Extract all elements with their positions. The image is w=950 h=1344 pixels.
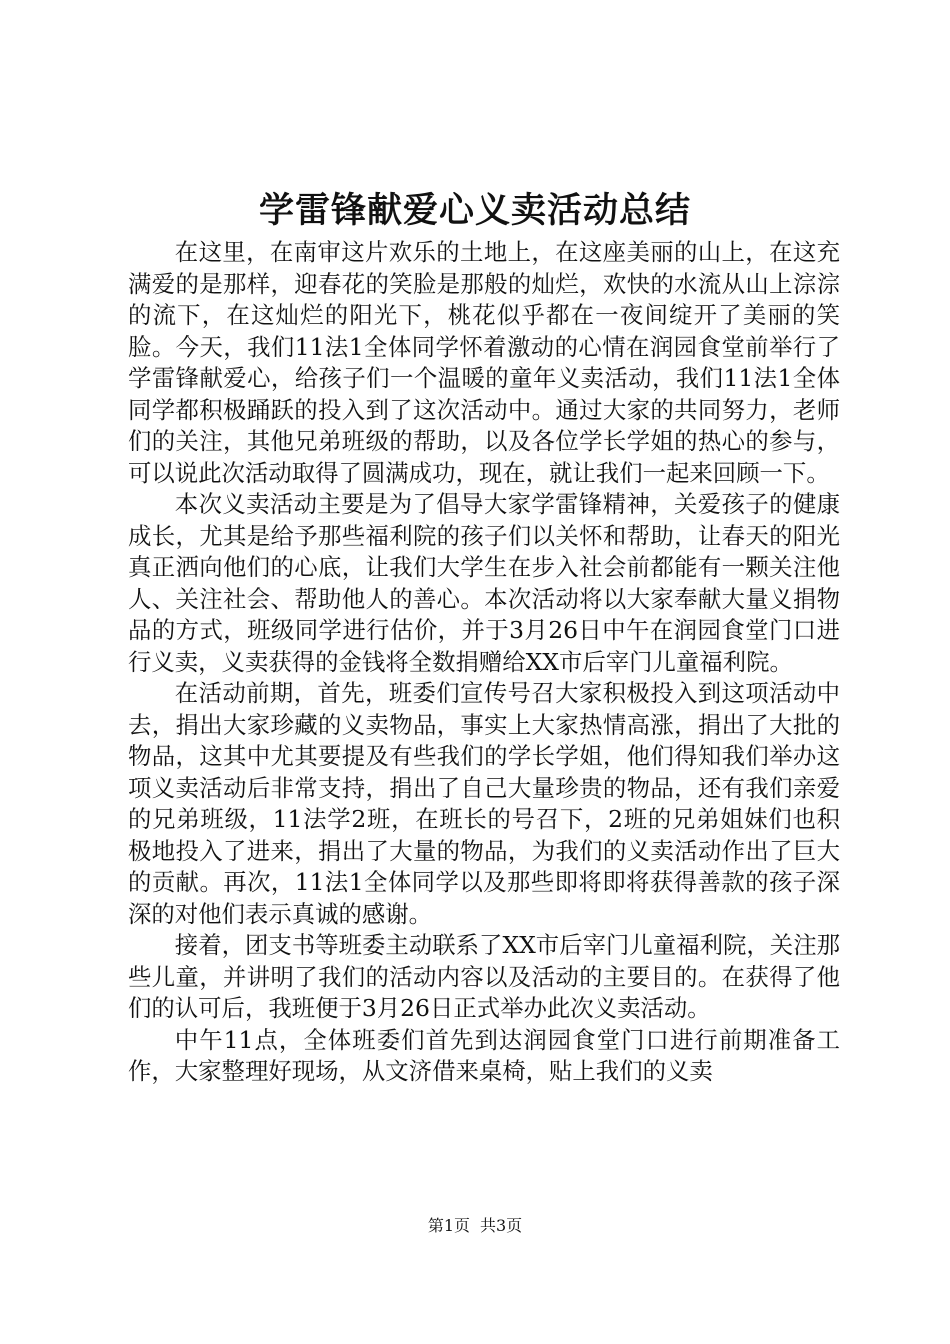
paragraph-5: 中午11点，全体班委们首先到达润园食堂门口进行前期准备工作，大家整理好现场，从文济借来桌椅，贴上我们的义卖 [128,1025,840,1085]
page-number: 第1页 [427,1216,470,1235]
page-total: 共3页 [480,1216,523,1235]
paragraph-3: 在活动前期，首先，班委们宣传号召大家积极投入到这项活动中去，捐出大家珍藏的义卖物品，事实上大家热情高涨，捐出了大批的物品，这其中尤其要提及有些我们的学长学姐，他们得知我们举办这项义卖活动后非常支持，捐出了自己大量珍贵的物品，还有我们亲爱的兄弟班级，11法学2班，在班长的号召下，2班的兄弟姐妹们也积极地投入了进来，捐出了大量的物品，为我们的义卖活动作出了巨大的贡献。再次，11法1全体同学以及那些即将即将获得善款的孩子深深的对他们表示真诚的感谢。 [128,679,840,928]
paragraph-2: 本次义卖活动主要是为了倡导大家学雷锋精神，关爱孩子的健康成长，尤其是给予那些福利院的孩子们以关怀和帮助，让春天的阳光真正洒向他们的心底，让我们大学生在步入社会前都能有一颗关注他人、关注社会、帮助他人的善心。本次活动将以大家奉献大量义捐物品的方式，班级同学进行估价，并于3月26日中午在润园食堂门口进行义卖，义卖获得的金钱将全数捐赠给XX市后宰门儿童福利院。 [128,490,840,676]
page-footer [0,1215,950,1237]
document-title: 学雷锋献爱心义卖活动总结 [258,190,691,231]
document-body [128,237,840,1088]
paragraph-1: 在这里，在南审这片欢乐的土地上，在这座美丽的山上，在这充满爱的是那样，迎春花的笑脸是那般的灿烂，欢快的水流从山上淙淙的流下，在这灿烂的阳光下，桃花似乎都在一夜间绽开了美丽的笑脸。今天，我们11法1全体同学怀着激动的心情在润园食堂前举行了学雷锋献爱心，给孩子们一个温暖的童年义卖活动，我们11法1全体同学都积极踊跃的投入到了这次活动中。通过大家的共同努力，老师们的关注，其他兄弟班级的帮助，以及各位学长学姐的热心的参与，可以说此次活动取得了圆满成功，现在，就让我们一起来回顾一下。 [128,238,840,487]
paragraph-4: 接着，团支书等班委主动联系了XX市后宰门儿童福利院，关注那些儿童，并讲明了我们的活动内容以及活动的主要目的。在获得了他们的认可后，我班便于3月26日正式举办此次义卖活动。 [128,931,840,1022]
